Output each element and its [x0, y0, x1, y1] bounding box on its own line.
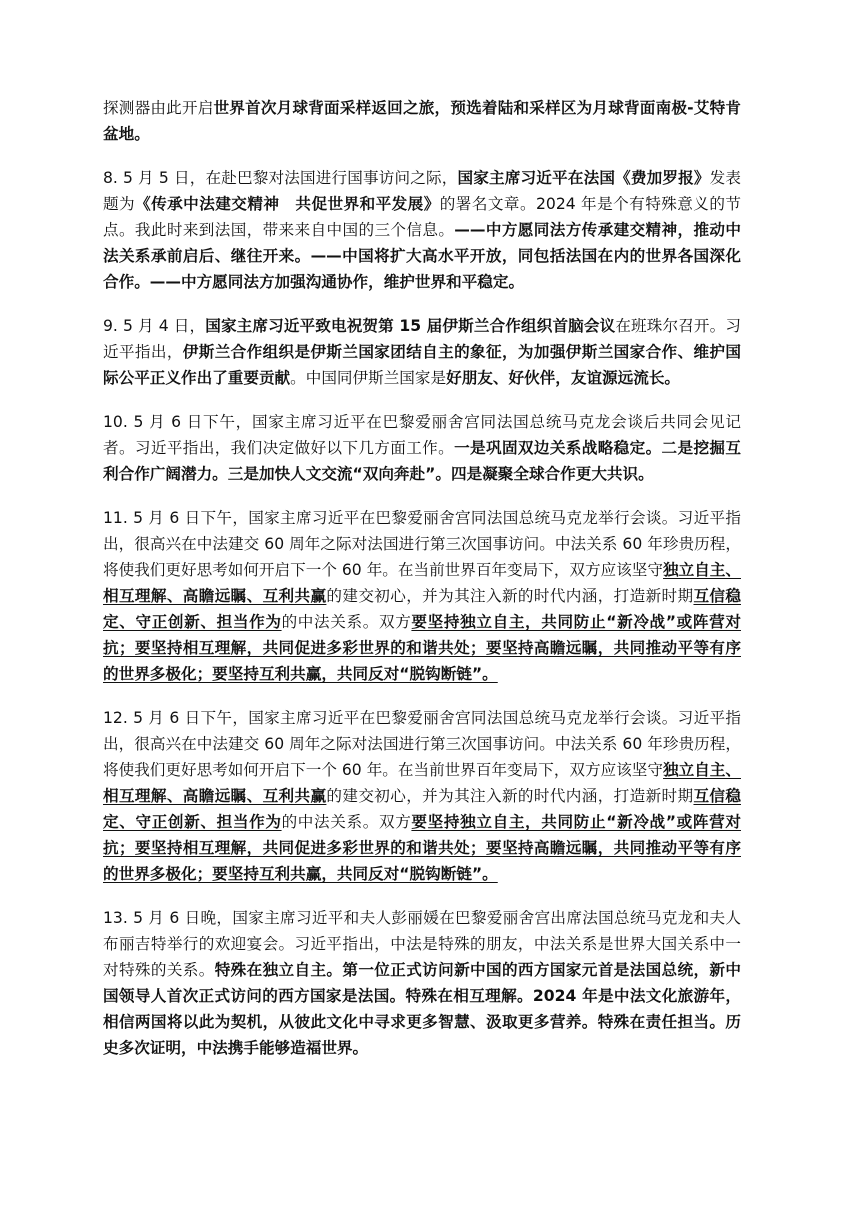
text-run: 的建交初心，并为其注入新的时代内涵，打造新时期 — [326, 787, 694, 805]
bold-text-run: 二是挖掘互利合作广阔潜力。三是加快人文交流“双向奔赴”。 — [103, 439, 741, 483]
text-run: 10. 5 月 6 日下午，国家主席习近平在巴黎爱丽舍宫同法国总统马克龙会谈后共同会见记者。习近平指出，我们决定做好以下几方面工作。 — [103, 413, 741, 457]
bold-underlined-text-run: 互信稳定、守正创新、担当作为 — [103, 787, 741, 831]
bold-text-run: 《传承中法建交精神 共促世界和平发展》 — [135, 195, 440, 213]
bold-text-run: 特殊在独立自主。第一位正式访问新中国的西方国家元首是法国总统，新中国领导人首次正式访问的西方国家是法国。特殊在相互理解。2024 年是中法文化旅游年，相信两国将以此为契机，从彼此文化中寻求更多智慧、汲取更多营养。特殊在责任担当。历史多次证明，中法携手能够造福世界。 — [103, 961, 741, 1057]
bold-text-run: ——中方愿同法方传承建交精神，推动中法关系承前启后、继往开来。——中国将扩大高水平开放，同包括法国在内的世界各国深化合作。——中方愿同法方加强沟通协作，维护世界和平稳定。 — [103, 221, 741, 291]
text-run: 。中国同伊斯兰国家是 — [290, 369, 447, 387]
bold-text-run: 国家主席习近平在法国《费加罗报》 — [457, 169, 710, 187]
bold-text-run: 好朋友、好伙伴，友谊源远流长。 — [446, 369, 681, 387]
bold-underlined-text-run: 要坚持独立自主，共同防止“新冷战”或阵营对抗；要坚持相互理解，共同促进多彩世界的和谐共处；要坚持高瞻远瞩，共同推动平等有序的世界多极化；要坚持互利共赢，共同反对“脱钩断链”。 — [103, 813, 741, 883]
bold-underlined-text-run: 互信稳定、守正创新、担当作为 — [103, 587, 741, 631]
paragraph-p10 — [103, 409, 741, 487]
paragraph-p8 — [103, 165, 741, 295]
text-run: 11. 5 月 6 日下午，国家主席习近平在巴黎爱丽舍宫同法国总统马克龙举行会谈。习近平指出，很高兴在中法建交 60 周年之际对法国进行第三次国事访问。中法关系 60 年珍贵历程，将使我们更好思考如何开启下一个 60 年。在当前世界百年变局下，双方应该坚守 — [103, 509, 741, 579]
text-run: 8. 5 月 5 日，在赴巴黎对法国进行国事访问之际， — [103, 169, 458, 187]
paragraph-p-intro — [103, 95, 741, 147]
text-run: 12. 5 月 6 日下午，国家主席习近平在巴黎爱丽舍宫同法国总统马克龙举行会谈。习近平指出，很高兴在中法建交 60 周年之际对法国进行第三次国事访问。中法关系 60 年珍贵历程，将使我们更好思考如何开启下一个 60 年。在当前世界百年变局下，双方应该坚守 — [103, 709, 741, 779]
text-run: 的中法关系。双方 — [281, 813, 412, 831]
text-run: 的中法关系。双方 — [281, 613, 412, 631]
text-run: 的建交初心，并为其注入新的时代内涵，打造新时期 — [326, 587, 694, 605]
bold-text-run: 四是凝聚全球合作更大共识。 — [450, 465, 654, 483]
paragraph-p13 — [103, 905, 741, 1061]
bold-underlined-text-run: 独立自主、相互理解、高瞻远瞩、互利共赢 — [103, 761, 741, 805]
paragraph-p12 — [103, 705, 741, 887]
bold-text-run: 国家主席习近平致电祝贺第 15 届伊斯兰合作组织首脑会议 — [205, 317, 616, 335]
document-body — [103, 95, 741, 1079]
bold-text-run: 一是巩固双边关系战略稳定。 — [454, 439, 662, 457]
text-run: 13. 5 月 6 日晚，国家主席习近平和夫人彭丽媛在巴黎爱丽舍宫出席法国总统马克龙和夫人布丽吉特举行的欢迎宴会。习近平指出，中法是特殊的朋友，中法关系是世界大国关系中一对特殊的关系。 — [103, 909, 741, 979]
paragraph-p11 — [103, 505, 741, 687]
paragraph-p9 — [103, 313, 741, 391]
text-run: 在班珠尔召开。习近平指出， — [103, 317, 741, 361]
bold-text-run: 世界首次月球背面采样返回之旅，预选着陆和采样区为月球背面南极-艾特肯盆地。 — [103, 99, 741, 143]
bold-text-run: 伊斯兰合作组织是伊斯兰国家团结自主的象征，为加强伊斯兰国家合作、维护国际公平正义作出了重要贡献 — [103, 343, 741, 387]
bold-underlined-text-run: 要坚持独立自主，共同防止“新冷战”或阵营对抗；要坚持相互理解，共同促进多彩世界的和谐共处；要坚持高瞻远瞩，共同推动平等有序的世界多极化；要坚持互利共赢，共同反对“脱钩断链”。 — [103, 613, 741, 683]
text-run: 9. 5 月 4 日， — [103, 317, 206, 335]
text-run: 的署名文章。2024 年是个有特殊意义的节点。我此时来到法国，带来来自中国的三个信息。 — [103, 195, 741, 239]
bold-underlined-text-run: 独立自主、相互理解、高瞻远瞩、互利共赢 — [103, 561, 741, 605]
text-run: 探测器由此开启 — [103, 99, 214, 117]
text-run: 发表题为 — [103, 169, 741, 213]
